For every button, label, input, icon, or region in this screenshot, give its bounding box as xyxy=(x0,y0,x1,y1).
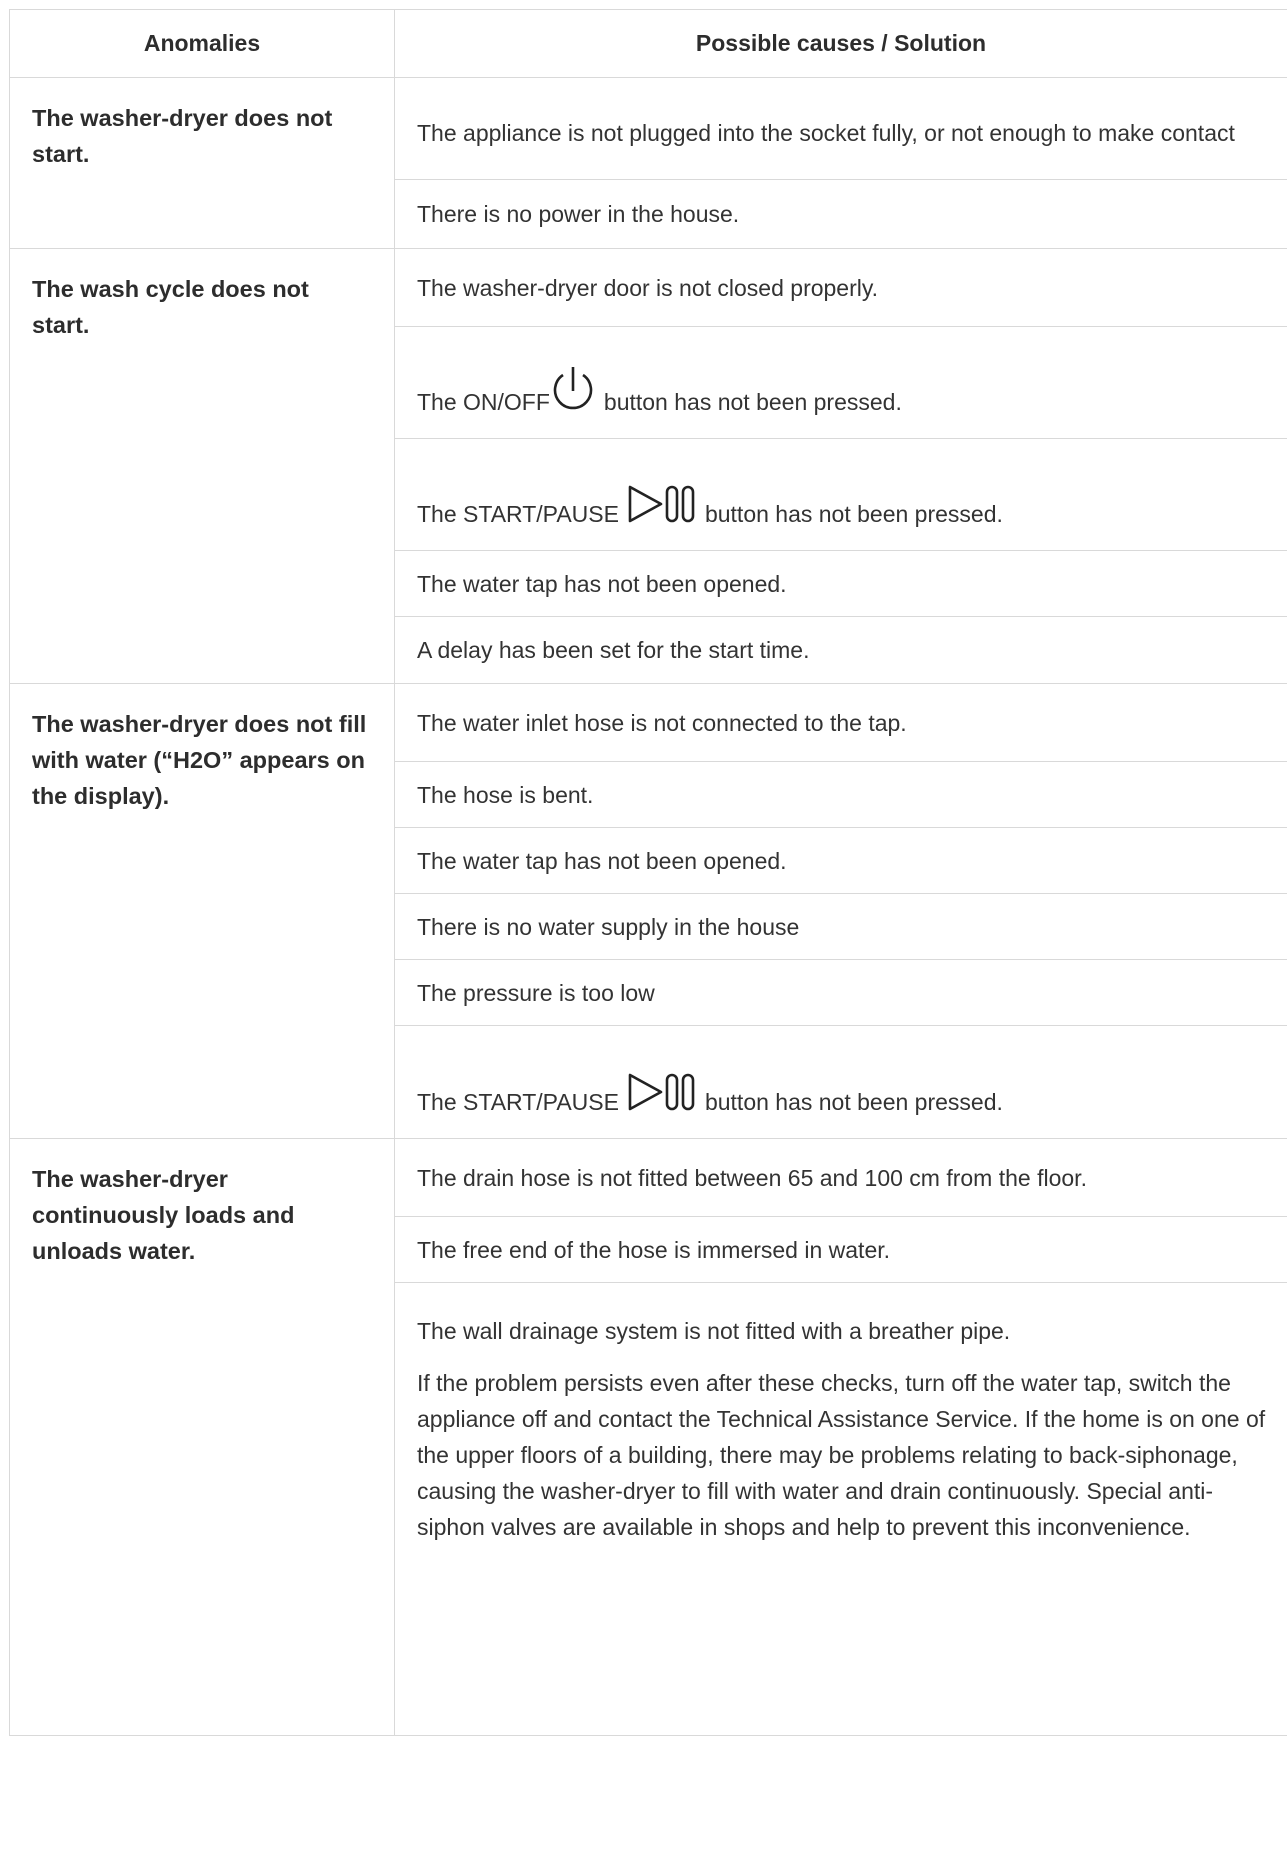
table-row xyxy=(9,249,1287,684)
anomaly-cell: The wash cycle does not start. xyxy=(10,249,395,683)
table-header xyxy=(9,10,1287,78)
start-pause-icon xyxy=(627,1072,699,1112)
header-anomalies: Anomalies xyxy=(10,10,395,77)
cause-item: The wall drainage system is not fitted with a breather pipe. If the problem persists even after these checks, turn off the water tap, switch the appliance off and contact the Technical Assistance Service. If the home is on one of the upper floors of a building, there may be problems relating to back-siphonage, causing the washer-dryer to fill with water and drain continuously. Special anti-siphon valves are available in shops and help to prevent this inconvenience. xyxy=(417,1318,1266,1540)
troubleshooting-table xyxy=(9,9,1287,1736)
causes-cell xyxy=(395,684,1287,1138)
cause-item: The water tap has not been opened. xyxy=(395,828,1287,894)
causes-cell xyxy=(395,249,1287,683)
anomaly-cell: The washer-dryer does not fill with water (“H2O” appears on the display). xyxy=(10,684,395,1138)
cause-item: The appliance is not plugged into the socket fully, or not enough to make contact xyxy=(395,78,1287,180)
cause-item: The washer-dryer door is not closed properly. xyxy=(395,249,1287,327)
anomaly-cell: The washer-dryer does not start. xyxy=(10,78,395,248)
start-pause-icon xyxy=(627,484,699,524)
cause-item: A delay has been set for the start time. xyxy=(417,637,810,663)
table-row xyxy=(9,78,1287,249)
cause-item: The pressure is too low xyxy=(395,960,1287,1026)
cause-item: The free end of the hose is immersed in water. xyxy=(395,1217,1287,1283)
cause-item: The water tap has not been opened. xyxy=(395,551,1287,617)
cause-item: The START/PAUSE button has not been pressed. xyxy=(395,1026,1287,1138)
cause-item: There is no water supply in the house xyxy=(395,894,1287,960)
cause-item: The START/PAUSE button has not been pressed. xyxy=(395,439,1287,551)
cause-item: The drain hose is not fitted between 65 and 100 cm from the floor. xyxy=(395,1139,1287,1217)
cause-item: There is no power in the house. xyxy=(417,201,740,227)
cause-item: The hose is bent. xyxy=(395,762,1287,828)
power-icon xyxy=(550,366,596,416)
anomaly-cell: The washer-dryer continuously loads and unloads water. xyxy=(10,1139,395,1735)
cause-item: The ON/OFF button has not been pressed. xyxy=(395,327,1287,439)
causes-cell xyxy=(395,78,1287,248)
table-row xyxy=(9,684,1287,1139)
header-causes: Possible causes / Solution xyxy=(695,30,987,56)
causes-cell xyxy=(395,1139,1287,1735)
cause-item: The water inlet hose is not connected to the tap. xyxy=(395,684,1287,762)
table-row xyxy=(9,1139,1287,1736)
